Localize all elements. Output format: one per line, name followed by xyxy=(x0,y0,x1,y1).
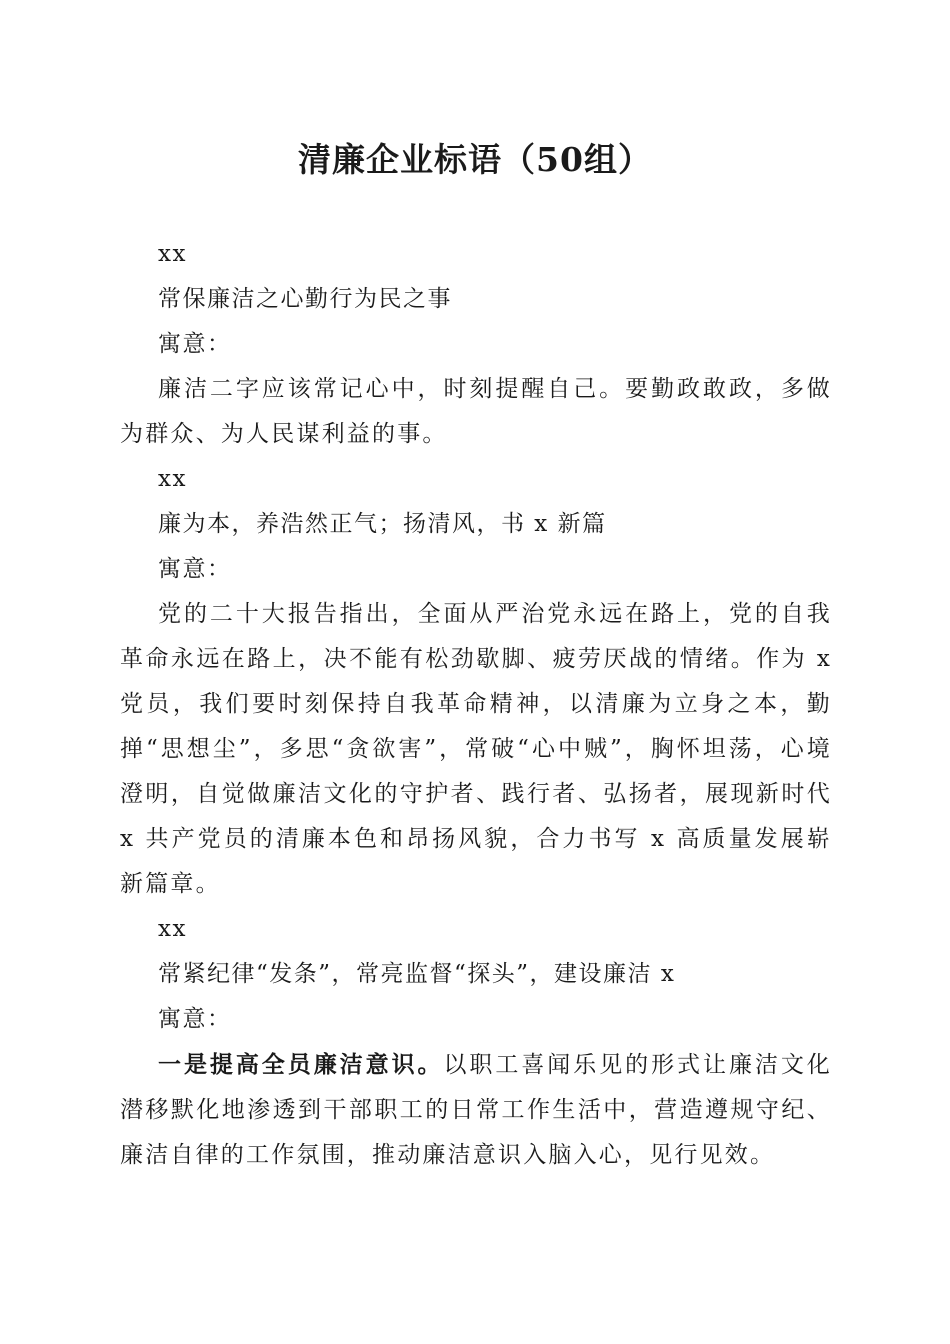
section-number: xx xyxy=(158,916,187,942)
meaning-text: 以职工喜闻乐见的形式让廉洁文化潜移默化地渗透到干部职工的日常工作生活中，营造遵规守纪、廉洁自律的工作氛围，推动廉洁意识入脑入心，见行见效。 xyxy=(120,1052,833,1168)
document-body xyxy=(120,232,832,1178)
slogan-text: 廉为本，养浩然正气；扬清风，书 x 新篇 xyxy=(158,511,607,537)
meaning-paragraph: 党的二十大报告指出，全面从严治党永远在路上，党的自我革命永远在路上，决不能有松劲歇脚、疲劳厌战的情绪。作为 x 党员，我们要时刻保持自我革命精神，以清廉为立身之本，勤掸“思想尘”，多思“贪欲害”，常破“心中贼”，胸怀坦荡，心境澄明，自觉做廉洁文化的守护者、践行者、弘扬者，展现新时代 x 共产党员的清廉本色和昂扬风貌，合力书写 x 高质量发展崭新篇章。 xyxy=(120,601,832,897)
meaning-paragraph xyxy=(120,1042,832,1178)
meaning-lead-bold: 一是提高全员廉洁意识。 xyxy=(158,1051,444,1078)
meaning-label: 寓意： xyxy=(158,331,232,357)
section-number: xx xyxy=(158,466,187,492)
meaning-label: 寓意： xyxy=(158,1006,232,1032)
slogan-text: 常紧纪律“发条”，常亮监督“探头”，建设廉洁 x xyxy=(158,961,676,987)
slogan-section-2 xyxy=(120,457,832,907)
section-number: xx xyxy=(158,241,187,267)
document-title: 清廉企业标语（50组） xyxy=(298,140,652,179)
meaning-label: 寓意： xyxy=(158,556,232,582)
slogan-section-1 xyxy=(120,232,832,457)
slogan-section-3 xyxy=(120,907,832,1178)
meaning-paragraph: 廉洁二字应该常记心中，时刻提醒自己。要勤政敢政，多做为群众、为人民谋利益的事。 xyxy=(120,376,832,447)
slogan-text: 常保廉洁之心勤行为民之事 xyxy=(158,286,452,312)
